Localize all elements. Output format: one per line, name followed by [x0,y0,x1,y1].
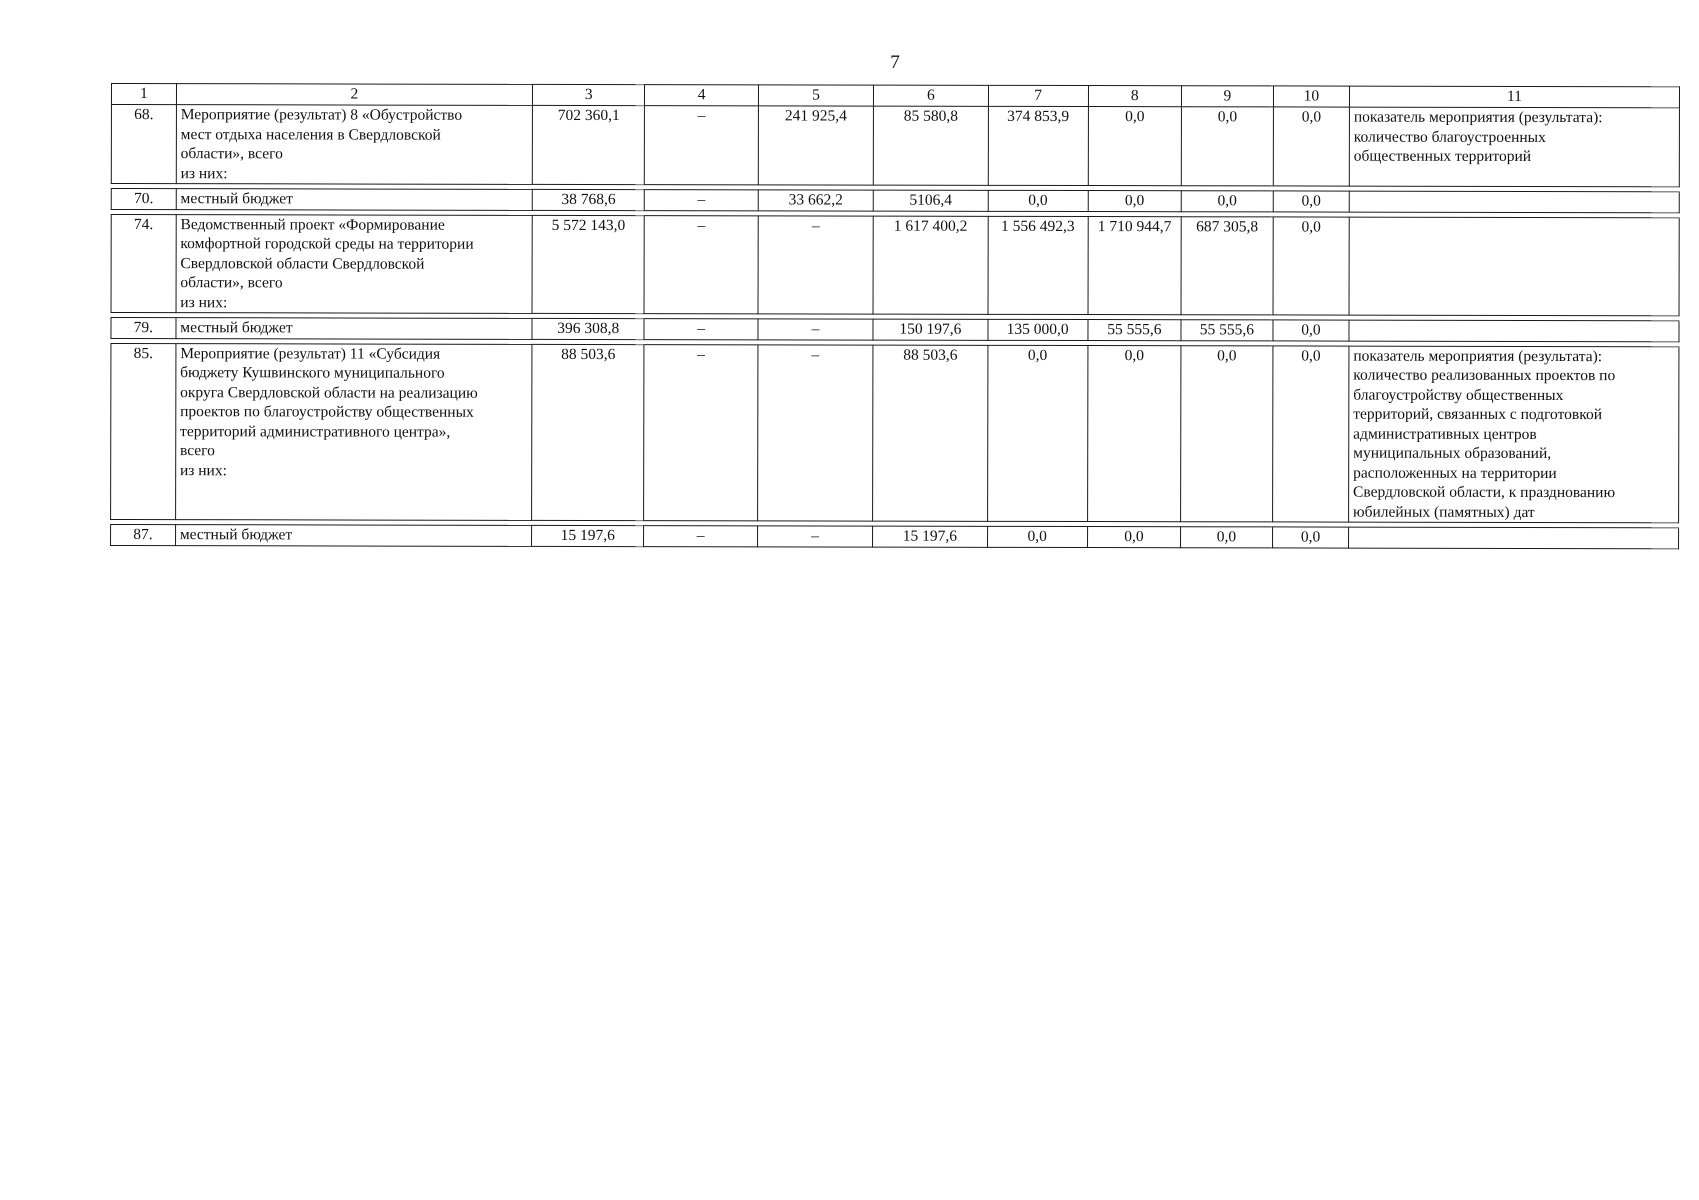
indicator-line: Свердловской области, к празднованию [1353,483,1616,502]
item-name-line: бюджету Кушвинского муниципального [180,364,445,382]
amount-cell-c9: 0,0 [1181,191,1273,212]
indicator-cell [1349,191,1679,212]
amount-cell-c6: 15 197,6 [873,526,987,547]
item-name-line: территорий административного центра», [180,422,451,441]
amount-cell-c4: – [644,319,757,340]
column-header: 8 [1088,86,1181,107]
item-name-cell [176,214,533,313]
column-header: 11 [1349,86,1679,108]
amount-cell-c7: 0,0 [988,190,1088,211]
amount-cell-c7: 1 556 492,3 [988,216,1088,315]
amount-cell-c3: 5 572 143,0 [532,215,645,314]
amount-cell-c5: – [758,215,874,314]
item-name-cell [176,318,532,339]
budget-table-sheet [110,83,1680,549]
row-number-cell: 68. [111,105,176,184]
amount-cell-c3: 15 197,6 [532,525,644,546]
amount-cell-c7: 374 853,9 [988,106,1088,185]
amount-cell-c10: 0,0 [1273,216,1349,315]
item-name-line: Свердловской области Свердловской [180,254,425,273]
amount-cell-c5: 241 925,4 [758,106,874,185]
item-name-cell [175,525,531,546]
item-name-line: из них: [179,461,227,479]
amount-cell-c5: – [757,344,873,521]
item-name-line: местный бюджет [179,526,293,544]
amount-cell-c8: 0,0 [1087,527,1180,548]
amount-cell-c6: 5106,4 [873,190,987,211]
item-name-line: местный бюджет [180,319,293,337]
row-number-cell: 79. [111,318,176,339]
column-header: 4 [645,85,758,106]
indicator-cell [1349,320,1679,341]
indicator-line: показатель мероприятия (результата): [1353,347,1603,365]
column-header: 10 [1273,86,1349,107]
amount-cell-c6: 88 503,6 [873,345,988,522]
table-row [111,214,1679,316]
amount-cell-c7: 0,0 [987,345,1088,522]
amount-cell-c10: 0,0 [1273,107,1349,186]
amount-cell-c6: 150 197,6 [873,319,987,340]
row-number-cell: 87. [111,525,176,546]
indicator-line: количество реализованных проектов по [1353,366,1616,385]
column-header: 6 [874,85,988,106]
indicator-line: общественных территорий [1353,147,1532,165]
item-name-cell [176,105,532,185]
amount-cell-c6: 85 580,8 [873,106,988,185]
amount-cell-c10: 0,0 [1273,345,1349,522]
amount-cell-c6: 1 617 400,2 [873,216,988,315]
amount-cell-c3: 702 360,1 [532,105,645,184]
column-header: 3 [533,84,645,105]
amount-cell-c4: – [644,215,758,314]
amount-cell-c7: 0,0 [987,526,1087,547]
indicator-line: благоустройству общественных [1353,386,1564,404]
table-row [111,105,1679,187]
amount-cell-c3: 396 308,8 [532,318,644,339]
amount-cell-c8: 0,0 [1087,345,1180,522]
item-name-line: Ведомственный проект «Формирование [180,215,445,234]
amount-cell-c8: 55 555,6 [1088,320,1181,341]
indicator-cell [1349,217,1679,316]
amount-cell-c5: – [757,526,872,547]
amount-cell-c3: 38 768,6 [532,189,644,210]
amount-cell-c9: 0,0 [1180,345,1272,522]
item-name-line: области», всего [180,274,283,292]
indicator-cell [1349,107,1679,187]
item-name-line: проектов по благоустройству общественных [180,403,474,421]
item-name-line: из них: [180,164,228,182]
column-header: 1 [111,84,176,105]
amount-cell-c9: 55 555,6 [1181,320,1273,341]
item-name-line: Мероприятие (результат) 11 «Субсидия [180,344,441,363]
column-header: 7 [988,85,1088,106]
amount-cell-c4: – [644,526,757,547]
indicator-line: расположенных на территории [1353,464,1557,482]
row-number-cell: 85. [111,343,176,520]
amount-cell-c9: 687 305,8 [1181,216,1273,315]
item-name-line: мест отдыха населения в Свердловской [180,125,441,144]
amount-cell-c10: 0,0 [1273,320,1349,341]
indicator-cell [1348,527,1678,548]
amount-cell-c4: – [645,106,759,185]
indicator-line: муниципальных образований, [1353,444,1552,463]
item-name-cell [176,189,532,210]
amount-cell-c9: 0,0 [1181,107,1273,186]
column-header: 5 [758,85,873,106]
item-name-line: Мероприятие (результат) 8 «Обустройство [180,106,463,124]
row-number-cell: 70. [111,189,176,210]
amount-cell-c5: – [758,319,873,340]
item-name-line: из них: [180,293,228,311]
amount-cell-c5: 33 662,2 [758,190,873,211]
amount-cell-c8: 0,0 [1088,107,1181,186]
amount-cell-c10: 0,0 [1273,191,1349,212]
row-number-cell: 74. [111,214,176,313]
amount-cell-c3: 88 503,6 [532,344,645,521]
indicator-line: административных центров [1353,425,1537,443]
amount-cell-c9: 0,0 [1180,527,1272,548]
amount-cell-c8: 0,0 [1088,191,1181,212]
indicator-line: показатель мероприятия (результата): [1353,108,1603,127]
table-row [111,525,1679,549]
item-name-line: области», всего [180,145,283,163]
page-number: 7 [890,52,900,73]
indicator-line: территорий, связанных с подготовкой [1353,405,1603,424]
indicator-line: количество благоустроенных [1353,128,1546,146]
amount-cell-c10: 0,0 [1273,527,1349,548]
amount-cell-c7: 135 000,0 [988,319,1088,340]
item-name-cell [175,343,532,520]
column-header: 9 [1181,86,1273,107]
budget-table [110,83,1680,549]
item-name-line: местный бюджет [180,190,293,208]
item-name-line: всего [179,442,215,460]
amount-cell-c8: 1 710 944,7 [1088,216,1181,315]
table-row [111,343,1679,523]
item-name-line: округа Свердловской области на реализацию [180,383,478,402]
indicator-cell [1349,346,1679,523]
item-name-line: комфортной городской среды на территории [180,235,474,253]
indicator-line: юбилейных (памятных) дат [1353,503,1535,521]
amount-cell-c4: – [645,190,758,211]
amount-cell-c4: – [644,344,758,521]
column-header: 2 [176,84,532,106]
